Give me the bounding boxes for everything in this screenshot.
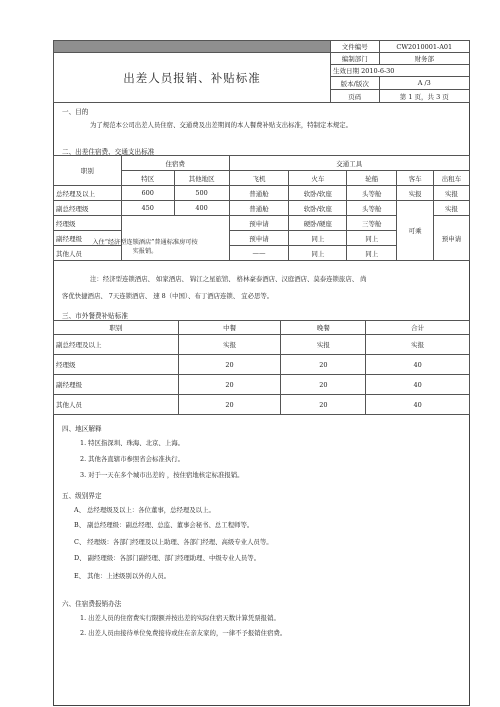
table-row	[54, 335, 470, 355]
rank-cell: 经理级	[54, 216, 122, 231]
ship-cell: 三等舱	[347, 216, 397, 231]
lunch-cell: 20	[178, 395, 281, 415]
section6-item-2: 2. 出差人员由接待单位免费接待或住在亲友家的，一律不予报销住宿费。	[80, 629, 287, 637]
dinner-cell: 实报	[281, 335, 366, 355]
plane-cell: 普通舱	[229, 201, 289, 216]
section5-item-c: C、 经理级：各部门经理及以上助理、各部门经理、高级专业人员等。	[74, 538, 273, 546]
section4-heading: 四、地区解释	[62, 425, 102, 433]
header-value-page: 第 1 页，共 3 页	[379, 90, 469, 103]
table-row	[54, 186, 470, 201]
dinner-cell: 20	[281, 355, 366, 375]
train-cell: 硬卧/硬座	[289, 216, 347, 231]
ship-cell: 同上	[347, 246, 397, 261]
bus-cell: 实报	[397, 186, 434, 201]
section5-item-b: B、 副总经理级：副总经理、总监、董事会秘书、总工程师等。	[74, 521, 254, 529]
section6-item-1: 1. 出差人员的住宿费实行限额并按出差的实际住宿天数计算凭票报销。	[80, 614, 280, 622]
total-cell: 40	[366, 375, 470, 395]
ship-cell: 头等舱	[347, 201, 397, 216]
header-label-dept: 编制部门	[331, 53, 380, 65]
lodging-merged-note: 入住“经济型连锁酒店”普通标准房可按实报销。	[92, 239, 198, 255]
dinner-cell: 20	[281, 375, 366, 395]
rank-cell: 其他人员	[54, 395, 179, 415]
header-gray-band	[54, 41, 331, 53]
rank-cell: 总经理及以上	[54, 186, 122, 201]
header-label-date: 生效日期	[333, 67, 360, 75]
header-label-page: 页码	[331, 90, 380, 103]
total-cell: 实报	[366, 335, 470, 355]
plane-cell: 预申请	[229, 216, 289, 231]
lunch-cell: 实报	[178, 335, 281, 355]
sub-ship-header: 轮船	[347, 171, 397, 186]
section5-item-e: E、 其他：上述级别以外的人员。	[74, 572, 171, 580]
table-row	[54, 375, 470, 395]
section4-item-1: 1. 特区指深圳、珠海、北京、上海。	[80, 439, 184, 447]
table-row	[54, 355, 470, 375]
section4-item-2: 2. 其他各直辖市参照省会标准执行。	[80, 455, 184, 463]
dinner-cell: 20	[281, 395, 366, 415]
table-header-row	[54, 321, 470, 335]
header-label-doc-no: 文件编号	[331, 41, 380, 53]
section4-item-3: 3. 对于一天在多个城市出差的 ，按住宿地核定标准报销。	[80, 471, 244, 479]
sub-train-header: 火车	[289, 171, 347, 186]
header-value-dept: 财务部	[379, 53, 469, 65]
section3-heading: 三、市外餐费补贴标准	[62, 312, 128, 320]
meal-col-rank: 职别	[54, 321, 179, 335]
table-row	[54, 201, 470, 216]
train-cell: 软卧/软座	[289, 201, 347, 216]
total-cell: 40	[366, 395, 470, 415]
plane-cell: ——	[229, 246, 289, 261]
other-cell: 500	[174, 186, 229, 201]
total-cell: 40	[366, 355, 470, 375]
section5-item-a: A、 总经理级及以上：各位董事，总经理及以上。	[74, 506, 215, 514]
train-cell: 软卧/软座	[289, 186, 347, 201]
meal-allowance-table	[53, 320, 470, 415]
section5-item-d: D、 副经理级：各部门副经理、部门经理助理、中级专业人员等。	[74, 554, 261, 562]
meal-col-total: 合计	[366, 321, 470, 335]
header-value-date: 2010-6-30	[361, 67, 395, 75]
sub-plane-header: 飞机	[229, 171, 289, 186]
section2-heading: 二、出差住宿费、交通支出标准	[62, 148, 155, 156]
header-value-version: A /3	[379, 77, 469, 90]
taxi-cell: 实报	[434, 186, 470, 201]
hotel-note-line1: 注：经济型连锁酒店、 如家酒店、 锦江之星旅馆、 格林豪泰酒店、汉庭酒店、莫泰连锁旅店、 尚	[90, 275, 367, 283]
rank-cell: 副总经理级	[54, 201, 122, 216]
rank-cell: 副总经理及以上	[54, 335, 179, 355]
plane-cell: 预申请	[229, 231, 289, 246]
lunch-cell: 20	[178, 355, 281, 375]
special-cell: 600	[121, 186, 174, 201]
other-cell: 400	[174, 201, 229, 216]
sub-taxi-header: 出租车	[434, 171, 470, 186]
meal-col-lunch: 中餐	[178, 321, 281, 335]
section6-heading: 六、住宿费报销办法	[62, 600, 122, 608]
bus-merged-cell: 可乘	[397, 201, 434, 261]
rank-cell: 其他人员	[54, 246, 122, 261]
section5-heading: 五、级别界定	[62, 492, 102, 500]
meal-col-dinner: 晚餐	[281, 321, 366, 335]
rank-cell: 副经理级	[54, 231, 122, 246]
train-cell: 同上	[289, 246, 347, 261]
sub-special-header: 特区	[121, 171, 174, 186]
rank-cell: 副经理级	[54, 375, 179, 395]
ship-cell: 同上	[347, 231, 397, 246]
hotel-note-line2: 客优快捷酒店、 7天连锁酒店、 速 8（中国）、布丁酒店连锁、 宜必思等。	[62, 292, 274, 300]
plane-cell: 普通舱	[229, 186, 289, 201]
col-rank-header: 职别	[54, 156, 122, 186]
taxi-cell: 实报	[434, 201, 470, 216]
special-cell: 450	[121, 201, 174, 216]
ship-cell: 头等舱	[347, 186, 397, 201]
section1-text: 为了规范本公司出差人员住宿、交通费及出差期间的本人餐费补贴支出标准，特制定本规定。	[90, 121, 353, 129]
col-lodging-header: 住宿费	[121, 156, 229, 171]
lunch-cell: 20	[178, 375, 281, 395]
header-value-doc-no: CW2010001-A01	[379, 41, 469, 53]
section1-heading: 一、目的	[62, 108, 89, 116]
train-cell: 同上	[289, 231, 347, 246]
sub-bus-header: 客车	[397, 171, 434, 186]
table-row	[54, 395, 470, 415]
col-transport-header: 交通工具	[229, 156, 469, 171]
document-header-table	[53, 40, 470, 103]
document-title: 出差人员报销、补贴标准	[54, 53, 331, 103]
header-label-version: 版本/版次	[331, 77, 380, 90]
taxi-merged-cell: 预申请	[434, 216, 470, 261]
header-effective-date	[331, 65, 470, 77]
rank-cell: 经理级	[54, 355, 179, 375]
sub-other-header: 其他地区	[174, 171, 229, 186]
